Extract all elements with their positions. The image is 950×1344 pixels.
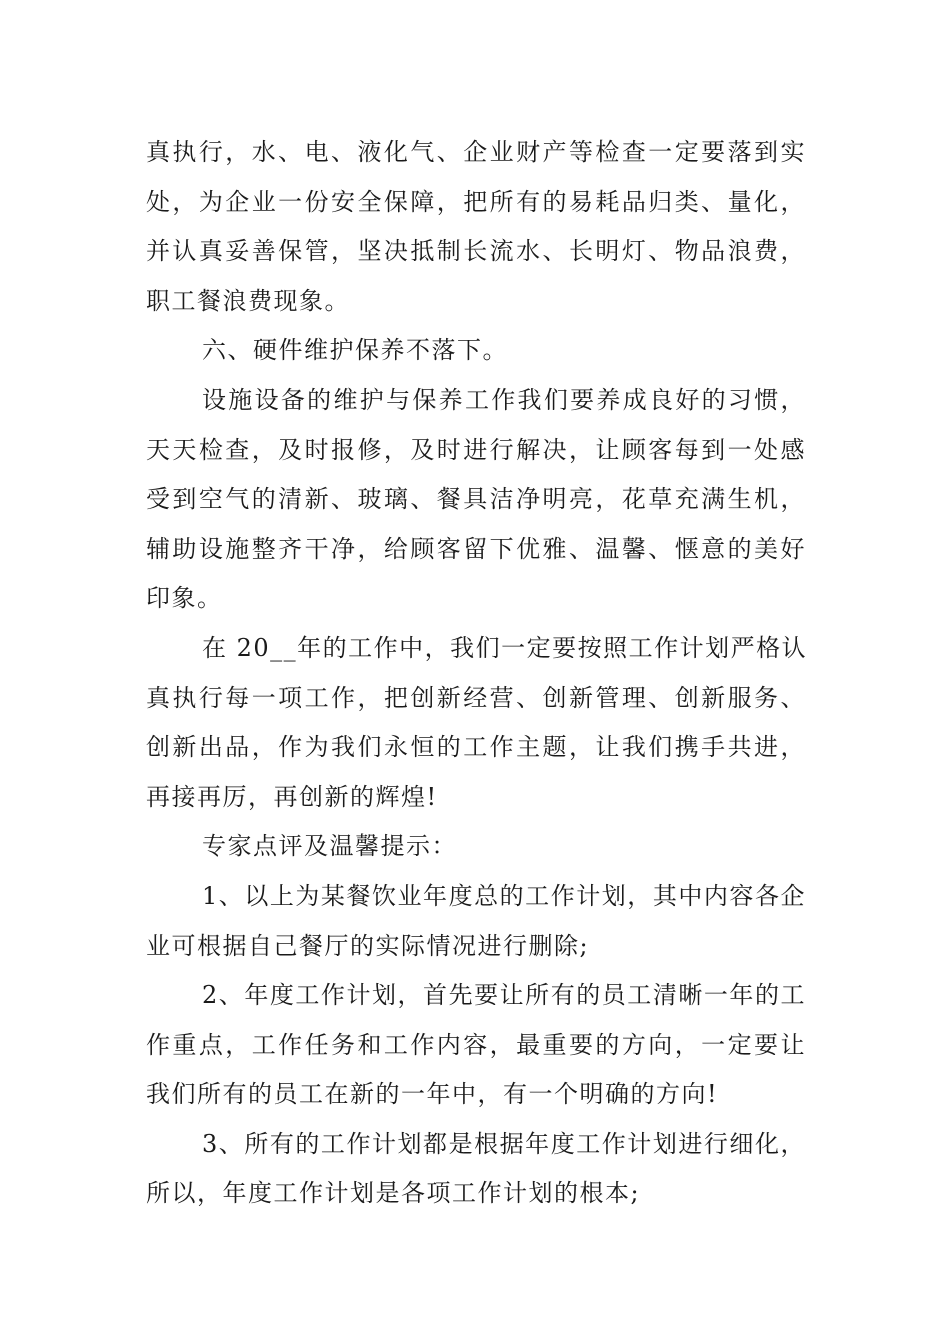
text-line: 2、年度工作计划，首先要让所有的员工清晰一年的工 — [202, 981, 806, 1010]
text-line: 六、硬件维护保养不落下。 — [202, 336, 508, 365]
section-heading-hardware — [146, 326, 806, 376]
text-line: 专家点评及温馨提示： — [202, 832, 457, 861]
tip-item-2 — [146, 971, 806, 1120]
text-line: 受到空气的清新、玻璃、餐具洁净明亮，花草充满生机， — [146, 485, 806, 514]
text-line: 印象。 — [146, 584, 223, 613]
text-line: 真执行每一项工作，把创新经营、创新管理、创新服务、 — [146, 683, 806, 712]
text-line: 并认真妥善保管，坚决抵制长流水、长明灯、物品浪费， — [146, 237, 806, 266]
text-line: 所以，年度工作计划是各项工作计划的根本; — [146, 1179, 641, 1208]
paragraph-maintenance — [146, 376, 806, 624]
text-line: 真执行，水、电、液化气、企业财产等检查一定要落到实 — [146, 138, 806, 166]
text-line: 在 20__年的工作中，我们一定要按照工作计划严格认 — [202, 633, 808, 662]
text-line: 作重点，工作任务和工作内容，最重要的方向，一定要让 — [146, 1030, 806, 1059]
text-line: 我们所有的员工在新的一年中，有一个明确的方向! — [146, 1080, 719, 1109]
text-line: 再接再厉，再创新的辉煌! — [146, 782, 438, 811]
text-line: 天天检查，及时报修，及时进行解决，让顾客每到一处感 — [146, 435, 806, 464]
text-line: 创新出品，作为我们永恒的工作主题，让我们携手共进， — [146, 733, 806, 762]
text-line: 处，为企业一份安全保障，把所有的易耗品归类、量化， — [146, 187, 806, 216]
text-line: 业可根据自己餐厅的实际情况进行删除; — [146, 931, 590, 960]
text-line: 辅助设施整齐干净，给顾客留下优雅、温馨、惬意的美好 — [146, 534, 806, 563]
text-line: 1、以上为某餐饮业年度总的工作计划，其中内容各企 — [202, 881, 806, 910]
document-body — [146, 128, 806, 1219]
text-line: 3、所有的工作计划都是根据年度工作计划进行细化， — [202, 1129, 806, 1158]
tip-item-1 — [146, 872, 806, 971]
text-line: 职工餐浪费现象。 — [146, 286, 350, 315]
paragraph-safety-continued — [146, 128, 806, 326]
text-line: 设施设备的维护与保养工作我们要养成良好的习惯， — [202, 385, 806, 414]
expert-tips-heading — [146, 822, 806, 872]
tip-item-3 — [146, 1120, 806, 1219]
paragraph-conclusion — [146, 624, 806, 822]
